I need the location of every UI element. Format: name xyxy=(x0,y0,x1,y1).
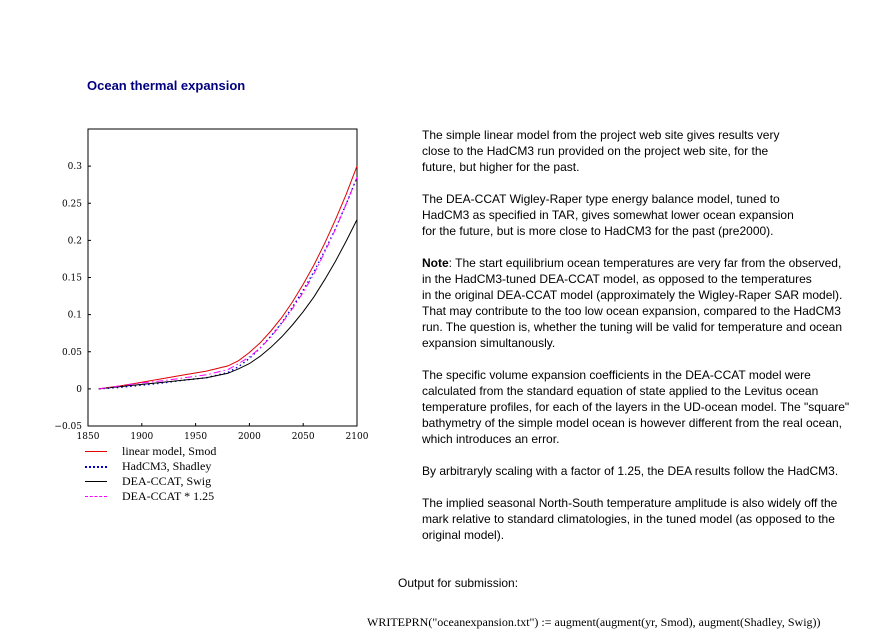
commentary xyxy=(422,127,888,559)
legend-swatch-swig xyxy=(85,481,107,482)
series-line-scaled xyxy=(99,177,357,389)
y-axis xyxy=(54,162,91,432)
y-tick-label: 0.2 xyxy=(67,236,82,247)
y-tick-label: 0.1 xyxy=(67,310,82,321)
output-label: Output for submission: xyxy=(398,576,519,590)
paragraph-seasonal-amplitude: The implied seasonal North-South temperature amplitude is also widely off the mark relative to standard climatologies, in the tuned model (as opposed to the original model). xyxy=(422,496,838,542)
legend-label-swig: DEA-CCAT, Swig xyxy=(122,474,212,488)
x-tick-label: 1900 xyxy=(130,432,154,442)
note-label: Note xyxy=(422,256,449,270)
x-tick-label: 2100 xyxy=(345,432,369,442)
legend-label-scaled: DEA-CCAT * 1.25 xyxy=(122,489,215,503)
legend-label-shadley: HadCM3, Shadley xyxy=(122,459,212,473)
note-text: : The start equilibrium ocean temperatures are very far from the observed, in the HadCM3-tuned DEA-CCAT model, as opposed to the temperatures in the original DEA-CCAT model (approximately the Wigley-Raper SAR model). That may contribute to the too low ocean expansion, compared to the HadCM3 run. The question is, whether the tuning will be valid for temperature and ocean expansion simultanously. xyxy=(422,256,843,350)
legend-swatch-smod xyxy=(85,451,107,452)
chart-title: Ocean thermal expansion xyxy=(87,78,246,93)
y-tick-label: 0.05 xyxy=(61,347,82,358)
y-tick-label: 0.3 xyxy=(67,162,82,173)
ocean-expansion-chart xyxy=(0,120,380,445)
paragraph-dea-ccat: The DEA-CCAT Wigley-Raper type energy balance model, tuned to HadCM3 as specified in TAR, gives somewhat lower ocean expansion for the future, but is more close to HadCM3 for the past (pre2000). xyxy=(422,192,794,238)
paragraph-scaling: By arbitraryly scaling with a factor of 1.25, the DEA results follow the HadCM3. xyxy=(422,464,839,478)
y-tick-label: 0.15 xyxy=(61,273,82,284)
series-lines xyxy=(99,166,357,389)
legend-item-smod xyxy=(85,444,216,459)
plot-frame xyxy=(88,129,357,426)
y-tick-label: 0 xyxy=(76,384,82,395)
y-tick-label: 0.25 xyxy=(61,199,82,210)
chart-legend xyxy=(85,444,216,504)
legend-swatch-shadley xyxy=(85,466,107,468)
legend-item-scaled xyxy=(85,489,216,504)
series-line-swig xyxy=(99,220,357,389)
paragraph-expansion-coefficients: The specific volume expansion coefficients in the DEA-CCAT model were calculated from the standard equation of state applied to the Levitus ocean temperature profiles, for each of the layers in the UD-ocean model. The "square" bathymetry of the simple model ocean is however different from the real ocean, which introduces an error. xyxy=(422,368,850,446)
legend-item-shadley xyxy=(85,459,216,474)
series-line-smod xyxy=(99,166,357,389)
x-tick-label: 1950 xyxy=(184,432,208,442)
legend-label-smod: linear model, Smod xyxy=(122,444,217,458)
y-tick-label: −0.05 xyxy=(54,422,82,432)
x-tick-label: 1850 xyxy=(76,432,100,442)
legend-swatch-scaled xyxy=(85,496,107,497)
legend-item-swig xyxy=(85,474,216,489)
x-tick-label: 2000 xyxy=(237,432,261,442)
paragraph-note xyxy=(422,255,888,351)
series-line-shadley xyxy=(99,177,357,389)
write-formula: WRITEPRN("oceanexpansion.txt") := augment(augment(yr, Smod), augment(Shadley, Swig)) xyxy=(367,615,821,629)
paragraph-linear-model: The simple linear model from the project web site gives results very close to the HadCM3 run provided on the project web site, for the future, but higher for the past. xyxy=(422,128,780,174)
x-tick-label: 2050 xyxy=(291,432,315,442)
